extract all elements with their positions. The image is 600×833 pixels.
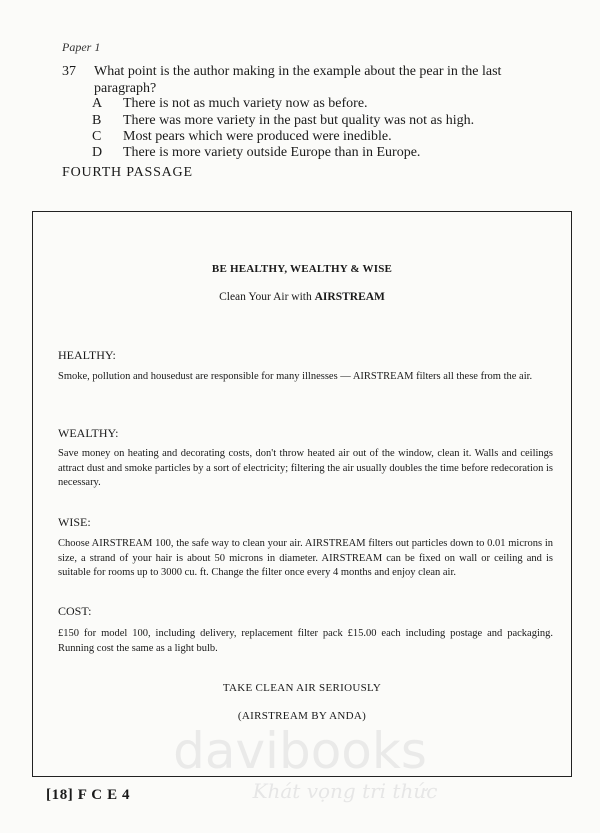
option-c xyxy=(92,129,392,145)
ad-brand-line: (AIRSTREAM BY ANDA) xyxy=(237,710,367,722)
option-letter: D xyxy=(92,145,103,160)
paper-label: Paper 1 xyxy=(62,40,101,54)
watermark-slogan: Khát vọng tri thức xyxy=(252,779,438,803)
option-text: Most pears which were produced were inedible. xyxy=(123,129,392,144)
ad-title: BE HEALTHY, WEALTHY & WISE xyxy=(211,263,393,275)
option-letter: B xyxy=(92,113,102,128)
cost-heading: COST: xyxy=(58,604,92,618)
option-b xyxy=(92,113,474,129)
question-number: 37 xyxy=(62,64,76,79)
option-text: There is more variety outside Europe than in Europe. xyxy=(123,145,421,160)
ad-tagline: TAKE CLEAN AIR SERIOUSLY xyxy=(222,682,382,694)
wise-body: Choose AIRSTREAM 100, the safe way to clean your air. AIRSTREAM filters out particles down to 0.01 microns in size, a strand of your hair is about 50 microns in diameter. AIRSTREAM can be fixed on wall or ceiling and is suitable for rooms up to 3000 cu. ft. Change the filter once every 4 months and enjoy clean air. xyxy=(58,538,553,578)
ad-subtitle-brand: AIRSTREAM xyxy=(314,291,385,303)
section-heading: FOURTH PASSAGE xyxy=(62,165,193,180)
advertisement-box xyxy=(32,211,572,777)
option-d xyxy=(92,145,420,161)
ad-subtitle-prefix: Clean Your Air with xyxy=(219,291,315,303)
wise-heading: WISE: xyxy=(58,515,91,529)
option-letter: C xyxy=(92,129,102,144)
healthy-body: Smoke, pollution and housedust are responsible for many illnesses — AIRSTREAM filters all these from the air. xyxy=(58,371,533,382)
watermark-brand: davibooks xyxy=(173,722,427,780)
ad-subtitle xyxy=(33,291,571,303)
option-text: There was more variety in the past but quality was not as high. xyxy=(123,113,475,128)
wealthy-heading: WEALTHY: xyxy=(58,426,119,440)
wealthy-body: Save money on heating and decorating costs, don't throw heated air out of the window, clean it. Walls and ceilings attract dust and smoke particles by a sort of electricity; filtering the air usually doubles the time before redecoration is necessary. xyxy=(58,448,553,488)
option-text: There is not as much variety now as before. xyxy=(123,96,368,111)
option-letter: A xyxy=(92,96,103,111)
question-text: What point is the author making in the example about the pear in the last paragraph? xyxy=(94,64,502,96)
cost-body: £150 for model 100, including delivery, replacement filter pack £15.00 each including postage and packaging. Running cost the same as a light bulb. xyxy=(58,628,553,654)
option-a xyxy=(92,96,368,112)
footer-page-ref: [18] F C E 4 xyxy=(46,787,131,803)
healthy-heading: HEALTHY: xyxy=(58,348,116,362)
